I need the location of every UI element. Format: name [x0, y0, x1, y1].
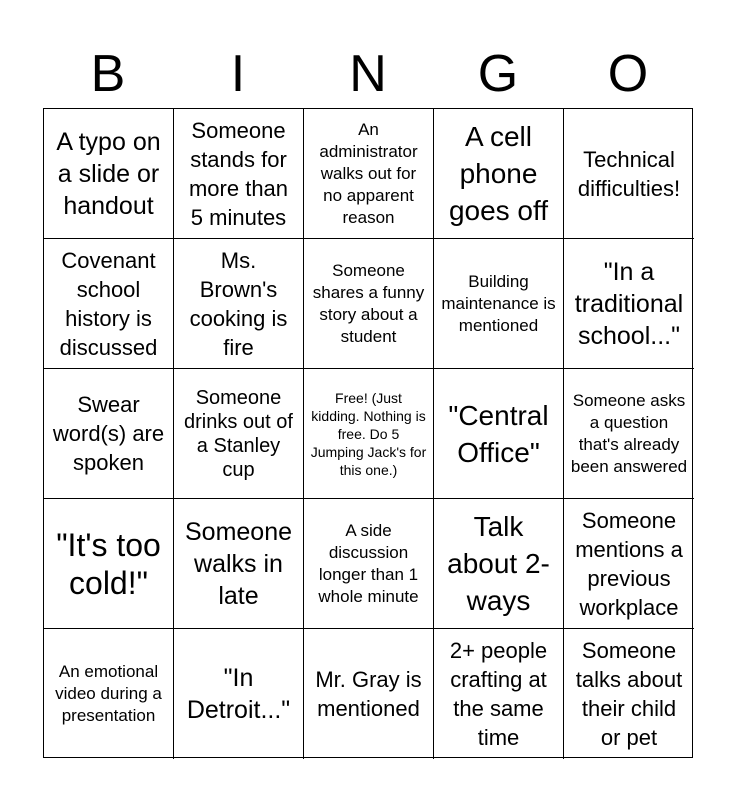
- header-letter-b: B: [90, 45, 126, 103]
- bingo-cell[interactable]: [434, 109, 564, 239]
- header-letter-n: N: [349, 45, 387, 103]
- bingo-cell[interactable]: [44, 109, 174, 239]
- bingo-cell[interactable]: [44, 629, 174, 759]
- bingo-cell[interactable]: [564, 369, 694, 499]
- bingo-cell[interactable]: [44, 239, 174, 369]
- cell-text: Someone asks a question that's already been answered: [570, 390, 688, 476]
- header-letter-g: G: [477, 45, 519, 103]
- cell-text: Ms. Brown's cooking is fire: [189, 247, 288, 360]
- bingo-cell[interactable]: [304, 109, 434, 239]
- bingo-cell[interactable]: [174, 499, 304, 629]
- cell-text: Someone stands for more than 5 minutes: [188, 117, 289, 230]
- cell-text: 2+ people crafting at the same time: [449, 638, 548, 750]
- bingo-cell[interactable]: [174, 109, 304, 239]
- cell-text: Free! (Just kidding. Nothing is free. Do 5 Jumping Jack's for this one.): [310, 389, 427, 478]
- cell-text: Someone talks about their child or pet: [575, 638, 683, 750]
- cell-text: Someone mentions a previous workplace: [575, 507, 683, 620]
- bingo-cell[interactable]: [564, 629, 694, 759]
- cell-text: Technical difficulties!: [577, 146, 681, 201]
- cell-text: Someone drinks out of a Stanley cup: [184, 386, 293, 481]
- cell-text: A typo on a slide or handout: [56, 127, 161, 220]
- cell-text: An emotional video during a presentation: [55, 662, 162, 725]
- bingo-cell[interactable]: [564, 499, 694, 629]
- bingo-cell[interactable]: [434, 239, 564, 369]
- bingo-cell[interactable]: [44, 499, 174, 629]
- cell-text: Swear word(s) are spoken: [52, 392, 165, 475]
- cell-text: Mr. Gray is mentioned: [315, 667, 422, 721]
- cell-text: Talk about 2-ways: [447, 511, 550, 616]
- bingo-cell[interactable]: [304, 499, 434, 629]
- bingo-cell[interactable]: [174, 369, 304, 499]
- bingo-cell[interactable]: [174, 629, 304, 759]
- bingo-cell[interactable]: [434, 369, 564, 499]
- cell-text: An administrator walks out for no apparent reason: [319, 119, 418, 227]
- bingo-grid: [43, 108, 693, 758]
- bingo-cell[interactable]: [564, 239, 694, 369]
- cell-text: "In a traditional school...": [574, 257, 684, 350]
- cell-text: Covenant school history is discussed: [59, 247, 158, 360]
- cell-text: Someone shares a funny story about a student: [312, 260, 425, 346]
- bingo-cell[interactable]: [304, 239, 434, 369]
- cell-text: A side discussion longer than 1 whole minute: [318, 520, 419, 606]
- bingo-cell[interactable]: [564, 109, 694, 239]
- bingo-cell[interactable]: [434, 629, 564, 759]
- bingo-header: [43, 40, 693, 108]
- header-letter-o: O: [607, 45, 649, 103]
- bingo-cell[interactable]: [434, 499, 564, 629]
- cell-text: "Central Office": [448, 399, 549, 468]
- bingo-cell[interactable]: [174, 239, 304, 369]
- bingo-cell[interactable]: [304, 369, 434, 499]
- cell-text: "It's too cold!": [56, 526, 161, 601]
- cell-text: "In Detroit...": [186, 664, 291, 724]
- cell-text: A cell phone goes off: [448, 121, 549, 226]
- bingo-cell[interactable]: [304, 629, 434, 759]
- cell-text: Building maintenance is mentioned: [441, 271, 556, 335]
- cell-text: Someone walks in late: [184, 517, 293, 610]
- header-letter-i: I: [230, 45, 246, 103]
- bingo-cell[interactable]: [44, 369, 174, 499]
